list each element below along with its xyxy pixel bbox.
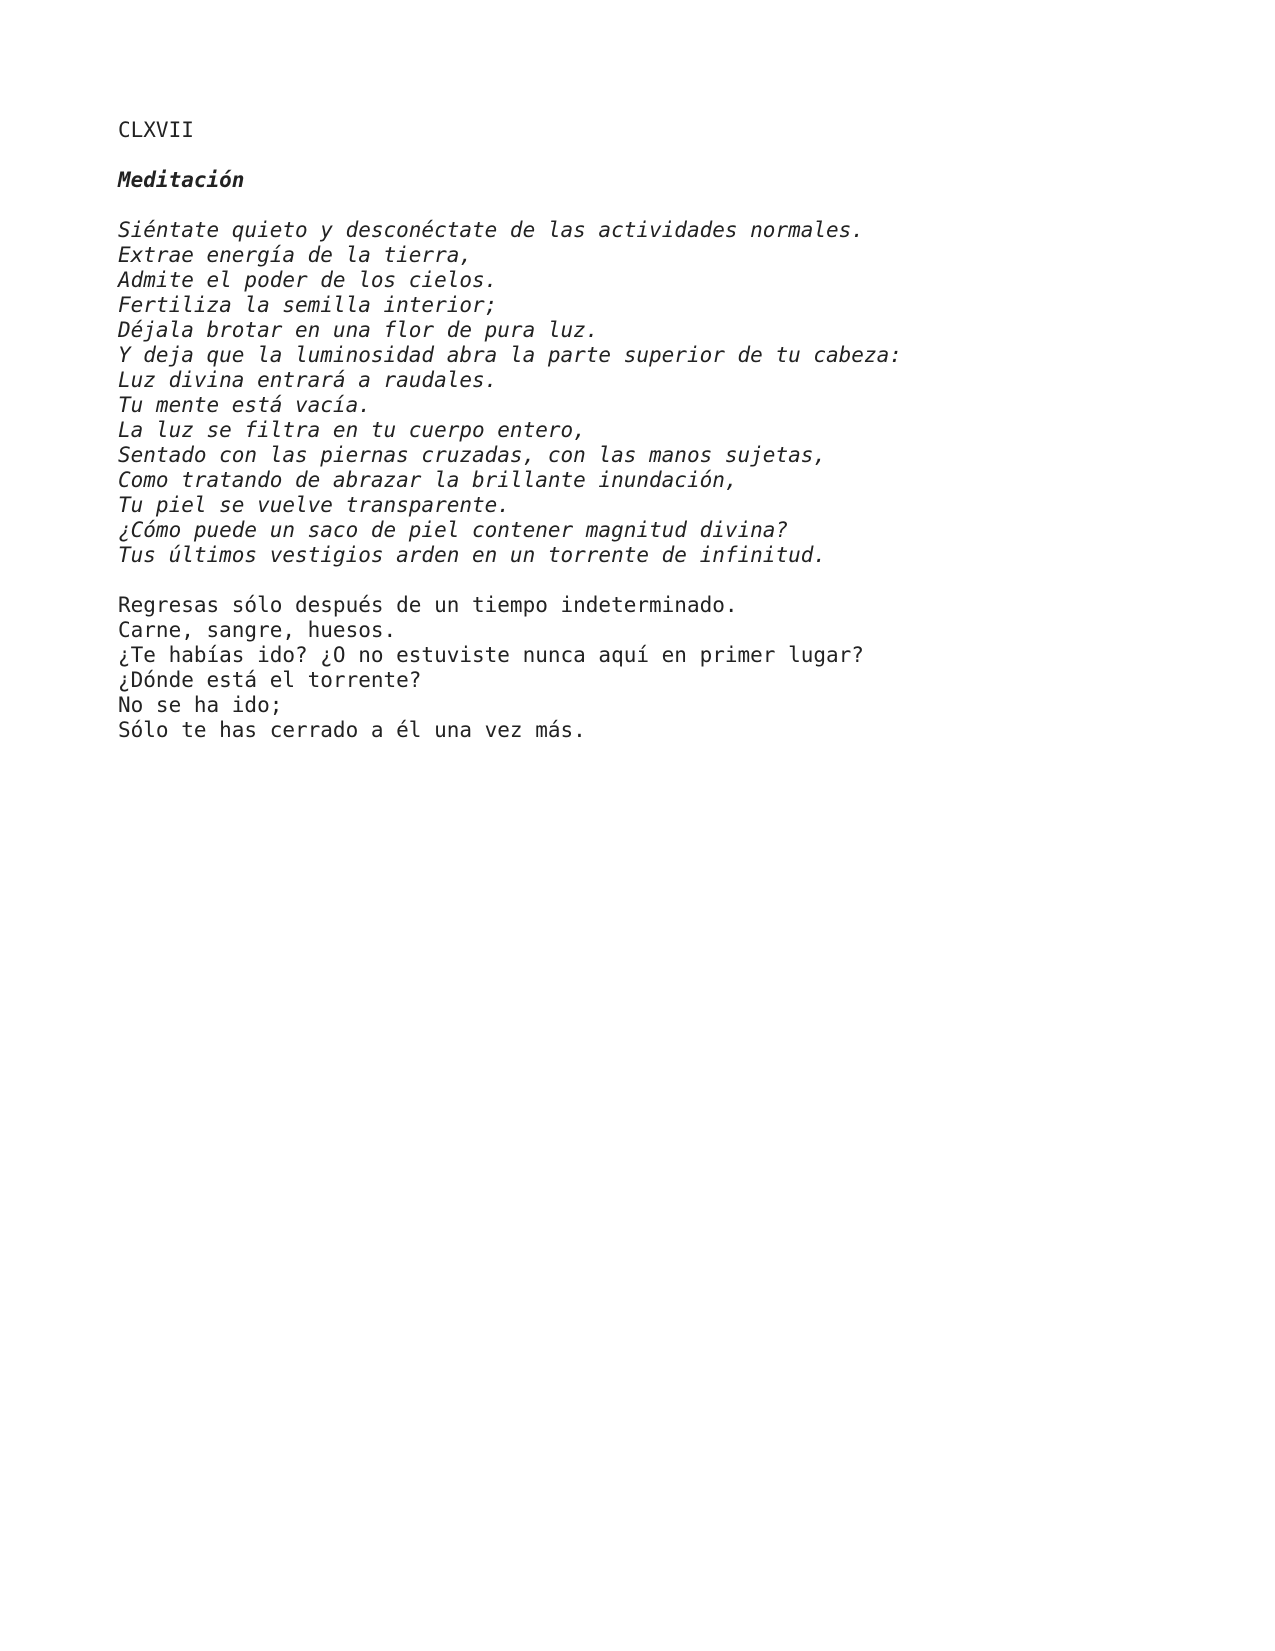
stanza-2 <box>118 593 1178 743</box>
poem-line: Tu mente está vacía. <box>118 393 371 417</box>
poem-line: Y deja que la luminosidad abra la parte superior de tu cabeza: <box>118 343 902 367</box>
poem-line: Extrae energía de la tierra, <box>118 243 473 267</box>
poem-line: No se ha ido; <box>118 693 283 717</box>
poem-line: Fertiliza la semilla interior; <box>118 293 498 317</box>
poem-line: Siéntate quieto y desconéctate de las actividades normales. <box>118 218 864 242</box>
poem-line: Como tratando de abrazar la brillante inundación, <box>118 468 738 492</box>
poem-line: Sólo te has cerrado a él una vez más. <box>118 718 586 742</box>
stanza-1 <box>118 218 1178 568</box>
section-number: CLXVII <box>118 118 194 142</box>
poem-line: Luz divina entrará a raudales. <box>118 368 498 392</box>
poem-line: ¿Cómo puede un saco de piel contener magnitud divina? <box>118 518 789 542</box>
poem-content <box>118 118 1178 743</box>
poem-line: Regresas sólo después de un tiempo indeterminado. <box>118 593 738 617</box>
poem-line: Tus últimos vestigios arden en un torrente de infinitud. <box>118 543 827 567</box>
poem-line: Déjala brotar en una flor de pura luz. <box>118 318 599 342</box>
poem-line: ¿Te habías ido? ¿O no estuviste nunca aquí en primer lugar? <box>118 643 864 667</box>
poem-line: ¿Dónde está el torrente? <box>118 668 422 692</box>
poem-line: Sentado con las piernas cruzadas, con las manos sujetas, <box>118 443 827 467</box>
poem-line: La luz se filtra en tu cuerpo entero, <box>118 418 586 442</box>
poem-line: Carne, sangre, huesos. <box>118 618 397 642</box>
poem-line: Tu piel se vuelve transparente. <box>118 493 510 517</box>
poem-title: Meditación <box>118 168 245 192</box>
poem-line: Admite el poder de los cielos. <box>118 268 498 292</box>
